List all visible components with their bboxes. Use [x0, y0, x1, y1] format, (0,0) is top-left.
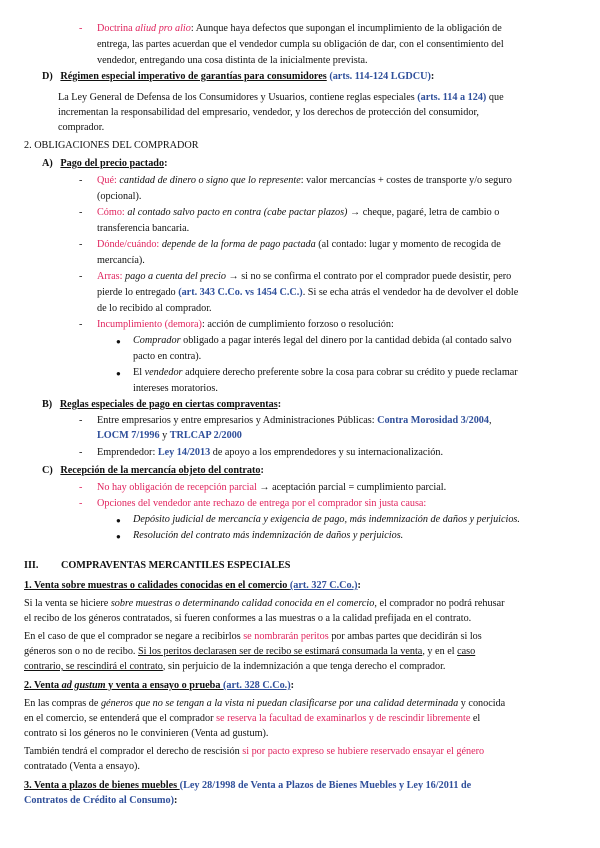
como-line: Cómo: al contado salvo pacto en contra (cabe pactar plazos) → cheque, pagaré, letra de cambio o — [97, 207, 500, 218]
bullet-icon: ● — [116, 516, 121, 525]
que-label: Qué — [97, 175, 114, 186]
arras-rest: → si no se confirma el contrato por el comprador puede desistir, pero — [225, 271, 512, 282]
doctrina-text: : Aunque haya defectos que supongan el incumplimiento de la obligación de — [190, 23, 502, 34]
opciones-bullet-1: Depósito judicial de mercancía y exigencia de pago, más indemnización de daños y perjuicios. — [133, 514, 520, 525]
p1-italic: sobre muestras o determinando calidad conocida en el comercio — [110, 598, 375, 609]
section-b-heading — [42, 398, 281, 412]
t2-italic: ad gustum — [61, 680, 106, 691]
donde-rest: (al contado: lugar y momento de recogida de — [315, 239, 501, 250]
section-b-title: Reglas especiales de pago en ciertas compraventas — [59, 399, 278, 410]
p2-text: , y en el — [422, 646, 458, 657]
donde-line-2: mercancía). — [97, 255, 145, 266]
p4-line — [24, 745, 484, 759]
para-text: que — [486, 92, 504, 103]
como-line-2: transferencia bancaria. — [97, 223, 190, 234]
p4-red: si por pacto expreso se hubiere reservado ensayar el género — [242, 746, 485, 757]
p2-underline: caso — [457, 646, 476, 657]
doctrina-line — [97, 22, 502, 36]
list-dash: - — [79, 175, 83, 186]
colon: : — [260, 465, 264, 476]
incump-label: Incumplimiento (demora) — [97, 319, 202, 330]
section-a-title: Pago del precio pactado — [60, 158, 165, 169]
colon: : — [277, 399, 282, 410]
vendedor-text: El — [133, 367, 145, 378]
comprador-line-2: pacto en contra). — [133, 351, 202, 362]
colon: : — [430, 71, 435, 82]
section-a-heading — [42, 157, 167, 171]
bullet-icon: ● — [116, 337, 121, 346]
p3-red: se reserva la facultad de examinarlos y de rescindir libremente — [216, 713, 471, 724]
list-dash: - — [79, 319, 83, 330]
emprendedor-text: Emprendedor: — [97, 447, 158, 458]
arras-line-3: de lo recibido al comprador. — [97, 303, 212, 314]
section-c-title: Recepción de la mercancía objeto del contrato — [60, 465, 261, 476]
list-dash: - — [79, 239, 83, 250]
section-d-para-1 — [58, 91, 504, 105]
p4-text: También tendrá el comprador el derecho de rescisión — [24, 746, 243, 757]
p2-text: por ambas partes que decidirán si los — [328, 631, 482, 642]
t2-title: y venta a ensayo o prueba — [105, 680, 223, 691]
arras-line: Arras: pago a cuenta del precio → si no se confirma el contrato por el comprador puede desistir, pero — [97, 271, 512, 282]
section-3-heading: COMPRAVENTAS MERCANTILES ESPECIALES — [61, 560, 291, 571]
doctrina-label: Doctrina — [97, 23, 133, 34]
p4-line-2: contratado (Venta a ensayo). — [24, 761, 140, 772]
section-d-ref: (arts. 114-124 LGDCU) — [329, 71, 431, 82]
donde-line: Dónde/cuándo: depende de la forma de pago pactada (al contado: lugar y momento de recogida de — [97, 239, 501, 250]
arras-label: Arras — [97, 271, 120, 282]
list-dash: - — [79, 447, 83, 458]
p2-line-2 — [24, 645, 475, 659]
section-d-letter: D) — [42, 71, 53, 82]
section-d-title: Régimen especial imperativo de garantías para consumidores — [60, 71, 327, 82]
p2-text: , sin perjuicio de la indemnización a que tenga derecho el comprador. — [162, 661, 446, 672]
t3-heading — [24, 779, 471, 793]
entre-ref-3: TRLCAP 2/2000 — [169, 430, 242, 441]
entre-comma: , — [488, 415, 492, 426]
para-ref: (arts. 114 a 124) — [417, 92, 487, 103]
section-d-heading — [42, 70, 434, 84]
colon: : — [173, 795, 178, 806]
entre-line — [97, 414, 492, 428]
p1-line — [24, 597, 504, 611]
t3-ref: (Ley 28/1998 de Venta a Plazos de Bienes Muebles y Ley 16/2011 de — [179, 780, 472, 791]
entre-ref-2: LOCM 7/1996 — [97, 430, 160, 441]
p3-line-3: contrato si los géneros no le convinieren (Venta ad gustum). — [24, 728, 269, 739]
que-italic: cantidad de dinero o signo que lo represente — [119, 175, 301, 186]
que-line: Qué: cantidad de dinero o signo que lo represente: valor mercancías + costes de transporte y/o seguro — [97, 175, 512, 186]
p2-red: se nombrarán peritos — [243, 631, 329, 642]
p2-underline: Si los peritos declarasen ser de recibo se estimará consumada la venta — [138, 646, 423, 657]
vendedor-rest: adquiere derecho preferente sobre la cosa para cobrar su crédito y puede reclamar — [182, 367, 518, 378]
p1-line-2: el recibo de los géneros contratados, si fueren conformes a las muestras o a la calidad prefijada en el contrato. — [24, 613, 472, 624]
opciones-bullet-2: Resolución del contrato más indemnización de daños y perjuicios. — [133, 530, 404, 541]
list-dash: - — [79, 498, 83, 509]
emprendedor-rest: de apoyo a los emprendedores y su internacionalización. — [210, 447, 444, 458]
entre-text: y — [159, 430, 170, 441]
arras-text: pierde lo entregado — [97, 287, 179, 298]
no-recepcion-line — [97, 481, 446, 495]
bullet-icon: ● — [116, 532, 121, 541]
colon: : — [164, 158, 168, 169]
entre-text: Entre empresarios y entre empresarios y Administraciones Públicas: — [97, 415, 378, 426]
emprendedor-line — [97, 446, 443, 460]
list-dash: - — [79, 271, 83, 282]
incump-line — [97, 318, 394, 332]
como-label: Cómo — [97, 207, 122, 218]
t2-ref: (art. 328 C.Co.) — [223, 680, 291, 691]
t1-title: 1. Venta sobre muestras o calidades conocidas en el comercio — [24, 580, 290, 591]
donde-italic: depende de la forma de pago pactada — [161, 239, 316, 250]
section-d-para-2: incrementan la responsabilidad del empresario, vendedor, y los derechos de protección del consumidor, — [58, 107, 479, 118]
como-rest: → cheque, pagaré, letra de cambio o — [347, 207, 500, 218]
comprador-italic: Comprador — [133, 335, 181, 346]
t3-ref-2: Contratos de Crédito al Consumo) — [24, 795, 174, 806]
section-2-heading: 2. OBLIGACIONES DEL COMPRADOR — [24, 140, 199, 151]
comprador-rest: obligado a pagar interés legal del dinero por la cantidad debida (al contado salvo — [180, 335, 512, 346]
t2-title: 2. Venta — [24, 680, 62, 691]
p1-text: , el comprador no podrá rehusar — [374, 598, 505, 609]
arras-ref: (art. 343 C.Co. vs 1454 C.C.) — [178, 287, 303, 298]
doctrina-line-3: vendedor, entregando una cosa distinta de la inicialmente prevista. — [97, 55, 368, 66]
que-rest: : valor mercancías + costes de transporte y/o seguro — [300, 175, 512, 186]
arras-text: . Si se echa atrás el vendedor ha de devolver el doble — [302, 287, 519, 298]
p2-line-3 — [24, 660, 445, 674]
section-3-num: III. — [24, 560, 39, 571]
section-b-letter: B) — [42, 399, 53, 410]
list-dash: - — [79, 207, 83, 218]
p3-line — [24, 697, 505, 711]
vendedor-line-2: intereses moratorios. — [133, 383, 218, 394]
p3-text: el — [470, 713, 481, 724]
p3-line-2 — [24, 712, 480, 726]
como-italic: al contado salvo pacto en contra (cabe pactar plazos) — [127, 207, 348, 218]
list-dash: - — [79, 415, 83, 426]
no-recepcion-rest: → aceptación parcial = cumplimiento parcial. — [256, 482, 447, 493]
p2-text: géneros son o no de recibo. — [24, 646, 139, 657]
p3-italic: géneros que no se tengan a la vista ni puedan clasificarse por una calidad determinada — [100, 698, 459, 709]
section-c-letter: C) — [42, 465, 53, 476]
t1-heading — [24, 579, 361, 593]
p3-text: En las compras de — [24, 698, 101, 709]
comprador-line — [133, 334, 512, 348]
opciones-line: Opciones del vendedor ante rechazo de entrega por el comprador sin justa causa: — [97, 498, 427, 509]
section-d-para-3: comprador. — [58, 122, 105, 133]
bullet-icon: ● — [116, 369, 121, 378]
colon: : — [357, 580, 361, 591]
p2-underline: contrario, se rescindirá el contrato — [24, 661, 163, 672]
section-c-heading — [42, 464, 264, 478]
section-a-letter: A) — [42, 158, 53, 169]
para-text: La Ley General de Defensa de los Consumidores y Usuarios, contiene reglas especiales — [58, 92, 415, 103]
p3-text: en el comercio, se entenderá que el comprador — [24, 713, 217, 724]
vendedor-line — [133, 366, 518, 380]
p2-line — [24, 630, 482, 644]
list-dash: - — [79, 482, 83, 493]
vendedor-italic: vendedor — [144, 367, 183, 378]
colon: : — [290, 680, 295, 691]
arras-italic: pago a cuenta del precio — [125, 271, 226, 282]
t2-heading — [24, 679, 294, 693]
incump-rest: : acción de cumplimiento forzoso o resolución: — [201, 319, 394, 330]
que-line-2: (opcional). — [97, 191, 142, 202]
t1-ref: (art. 327 C.Co.) — [289, 580, 358, 591]
entre-line-2 — [97, 429, 242, 443]
t3-title: 3. Venta a plazos de bienes muebles — [24, 780, 180, 791]
p3-text: y conocida — [458, 698, 506, 709]
doctrina-line-2: entrega, las partes acuerdan que el vendedor cumpla su obligación de dar, con el consentimiento del — [97, 39, 504, 50]
emprendedor-ref: Ley 14/2013 — [157, 447, 211, 458]
no-recepcion-red: No hay obligación de recepción parcial — [97, 482, 257, 493]
arras-line-2 — [97, 286, 518, 300]
doctrina-latin: aliud pro alio — [135, 23, 191, 34]
p1-text: Si la venta se hiciere — [24, 598, 111, 609]
p2-text: En el caso de que el comprador se negare a recibirlos — [24, 631, 244, 642]
donde-label: Dónde/cuándo — [97, 239, 157, 250]
list-dash: - — [79, 23, 83, 34]
entre-ref-1: Contra Morosidad 3/2004 — [377, 415, 489, 426]
t3-heading-2 — [24, 794, 177, 808]
